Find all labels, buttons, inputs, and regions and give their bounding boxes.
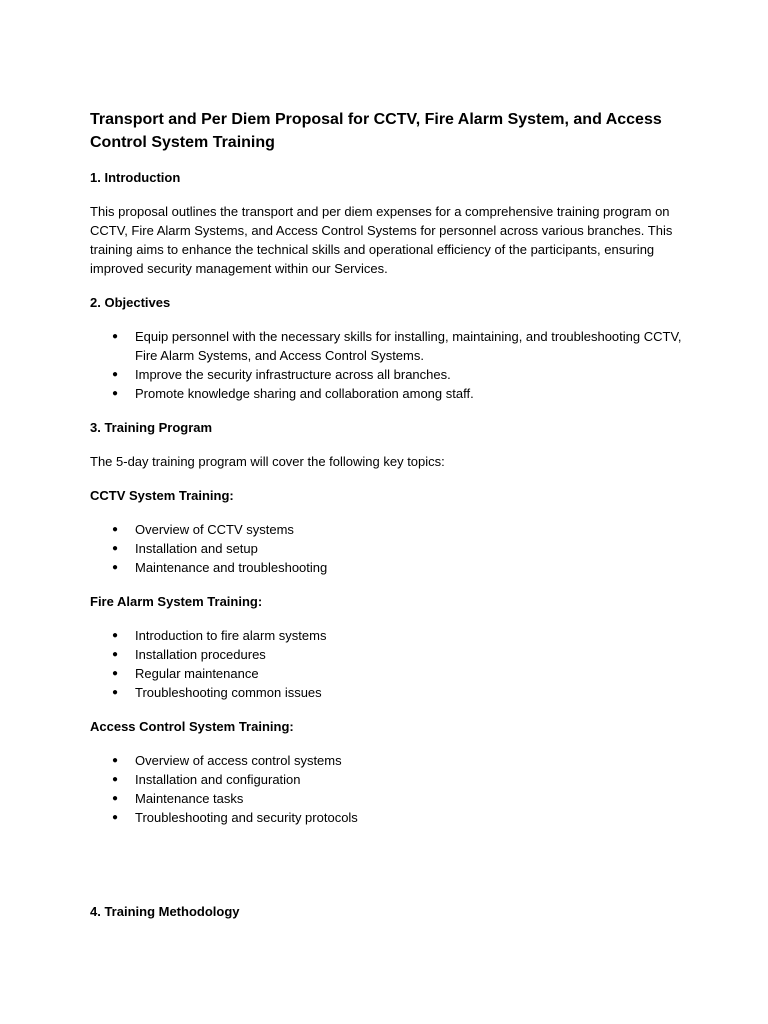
list-item: ● Troubleshooting common issues bbox=[112, 685, 322, 700]
bullet-icon: ● bbox=[112, 668, 119, 679]
bullet-icon: ● bbox=[112, 524, 119, 535]
cctv-topics-list bbox=[90, 520, 690, 577]
methodology-heading: 4. Training Methodology bbox=[90, 904, 240, 919]
fire-alarm-training-heading: Fire Alarm System Training: bbox=[90, 594, 263, 609]
bullet-icon: ● bbox=[112, 630, 119, 641]
cctv-training-heading: CCTV System Training: bbox=[90, 488, 234, 503]
list-item: ● Maintenance and troubleshooting bbox=[112, 560, 328, 575]
list-item: ● Regular maintenance bbox=[112, 666, 259, 681]
introduction-text: This proposal outlines the transport and per diem expenses for a comprehensive training program on CCTV, Fire Alarm Systems, and Access Control Systems for personnel across various branches. This training aims to enhance the technical skills and operational efficiency of the participants, ensuring improved security management within our Services. bbox=[90, 204, 673, 276]
list-item: ● Maintenance tasks bbox=[112, 791, 244, 806]
document-page bbox=[90, 108, 690, 936]
bullet-icon: ● bbox=[112, 369, 119, 380]
bullet-icon: ● bbox=[112, 388, 119, 399]
bullet-icon: ● bbox=[112, 793, 119, 804]
list-item: ● Installation and setup bbox=[112, 541, 258, 556]
introduction-heading: 1. Introduction bbox=[90, 170, 181, 185]
objectives-list bbox=[90, 327, 690, 403]
bullet-icon: ● bbox=[112, 755, 119, 766]
access-control-topics-list bbox=[90, 751, 690, 827]
list-item: ● Improve the security infrastructure across all branches. bbox=[112, 367, 451, 382]
list-item: ● Equip personnel with the necessary skills for installing, maintaining, and troubleshooting CCTV, Fire Alarm Systems, and Access Control Systems. bbox=[112, 329, 682, 363]
bullet-icon: ● bbox=[112, 562, 119, 573]
document-title: Transport and Per Diem Proposal for CCTV, Fire Alarm System, and Access Control System Training bbox=[90, 111, 662, 151]
access-control-training-heading: Access Control System Training: bbox=[90, 719, 294, 734]
list-item: ● Introduction to fire alarm systems bbox=[112, 628, 327, 643]
training-program-text: The 5-day training program will cover the following key topics: bbox=[90, 454, 445, 469]
list-item: ● Promote knowledge sharing and collaboration among staff. bbox=[112, 386, 474, 401]
section-spacer bbox=[90, 842, 690, 902]
bullet-icon: ● bbox=[112, 649, 119, 660]
bullet-icon: ● bbox=[112, 687, 119, 698]
bullet-icon: ● bbox=[112, 543, 119, 554]
bullet-icon: ● bbox=[112, 774, 119, 785]
list-item: ● Installation and configuration bbox=[112, 772, 301, 787]
list-item: ● Overview of access control systems bbox=[112, 753, 342, 768]
bullet-icon: ● bbox=[112, 331, 119, 342]
list-item: ● Installation procedures bbox=[112, 647, 266, 662]
list-item: ● Overview of CCTV systems bbox=[112, 522, 294, 537]
objectives-heading: 2. Objectives bbox=[90, 295, 171, 310]
fire-alarm-topics-list bbox=[90, 626, 690, 702]
training-program-heading: 3. Training Program bbox=[90, 420, 213, 435]
bullet-icon: ● bbox=[112, 812, 119, 823]
list-item: ● Troubleshooting and security protocols bbox=[112, 810, 358, 825]
